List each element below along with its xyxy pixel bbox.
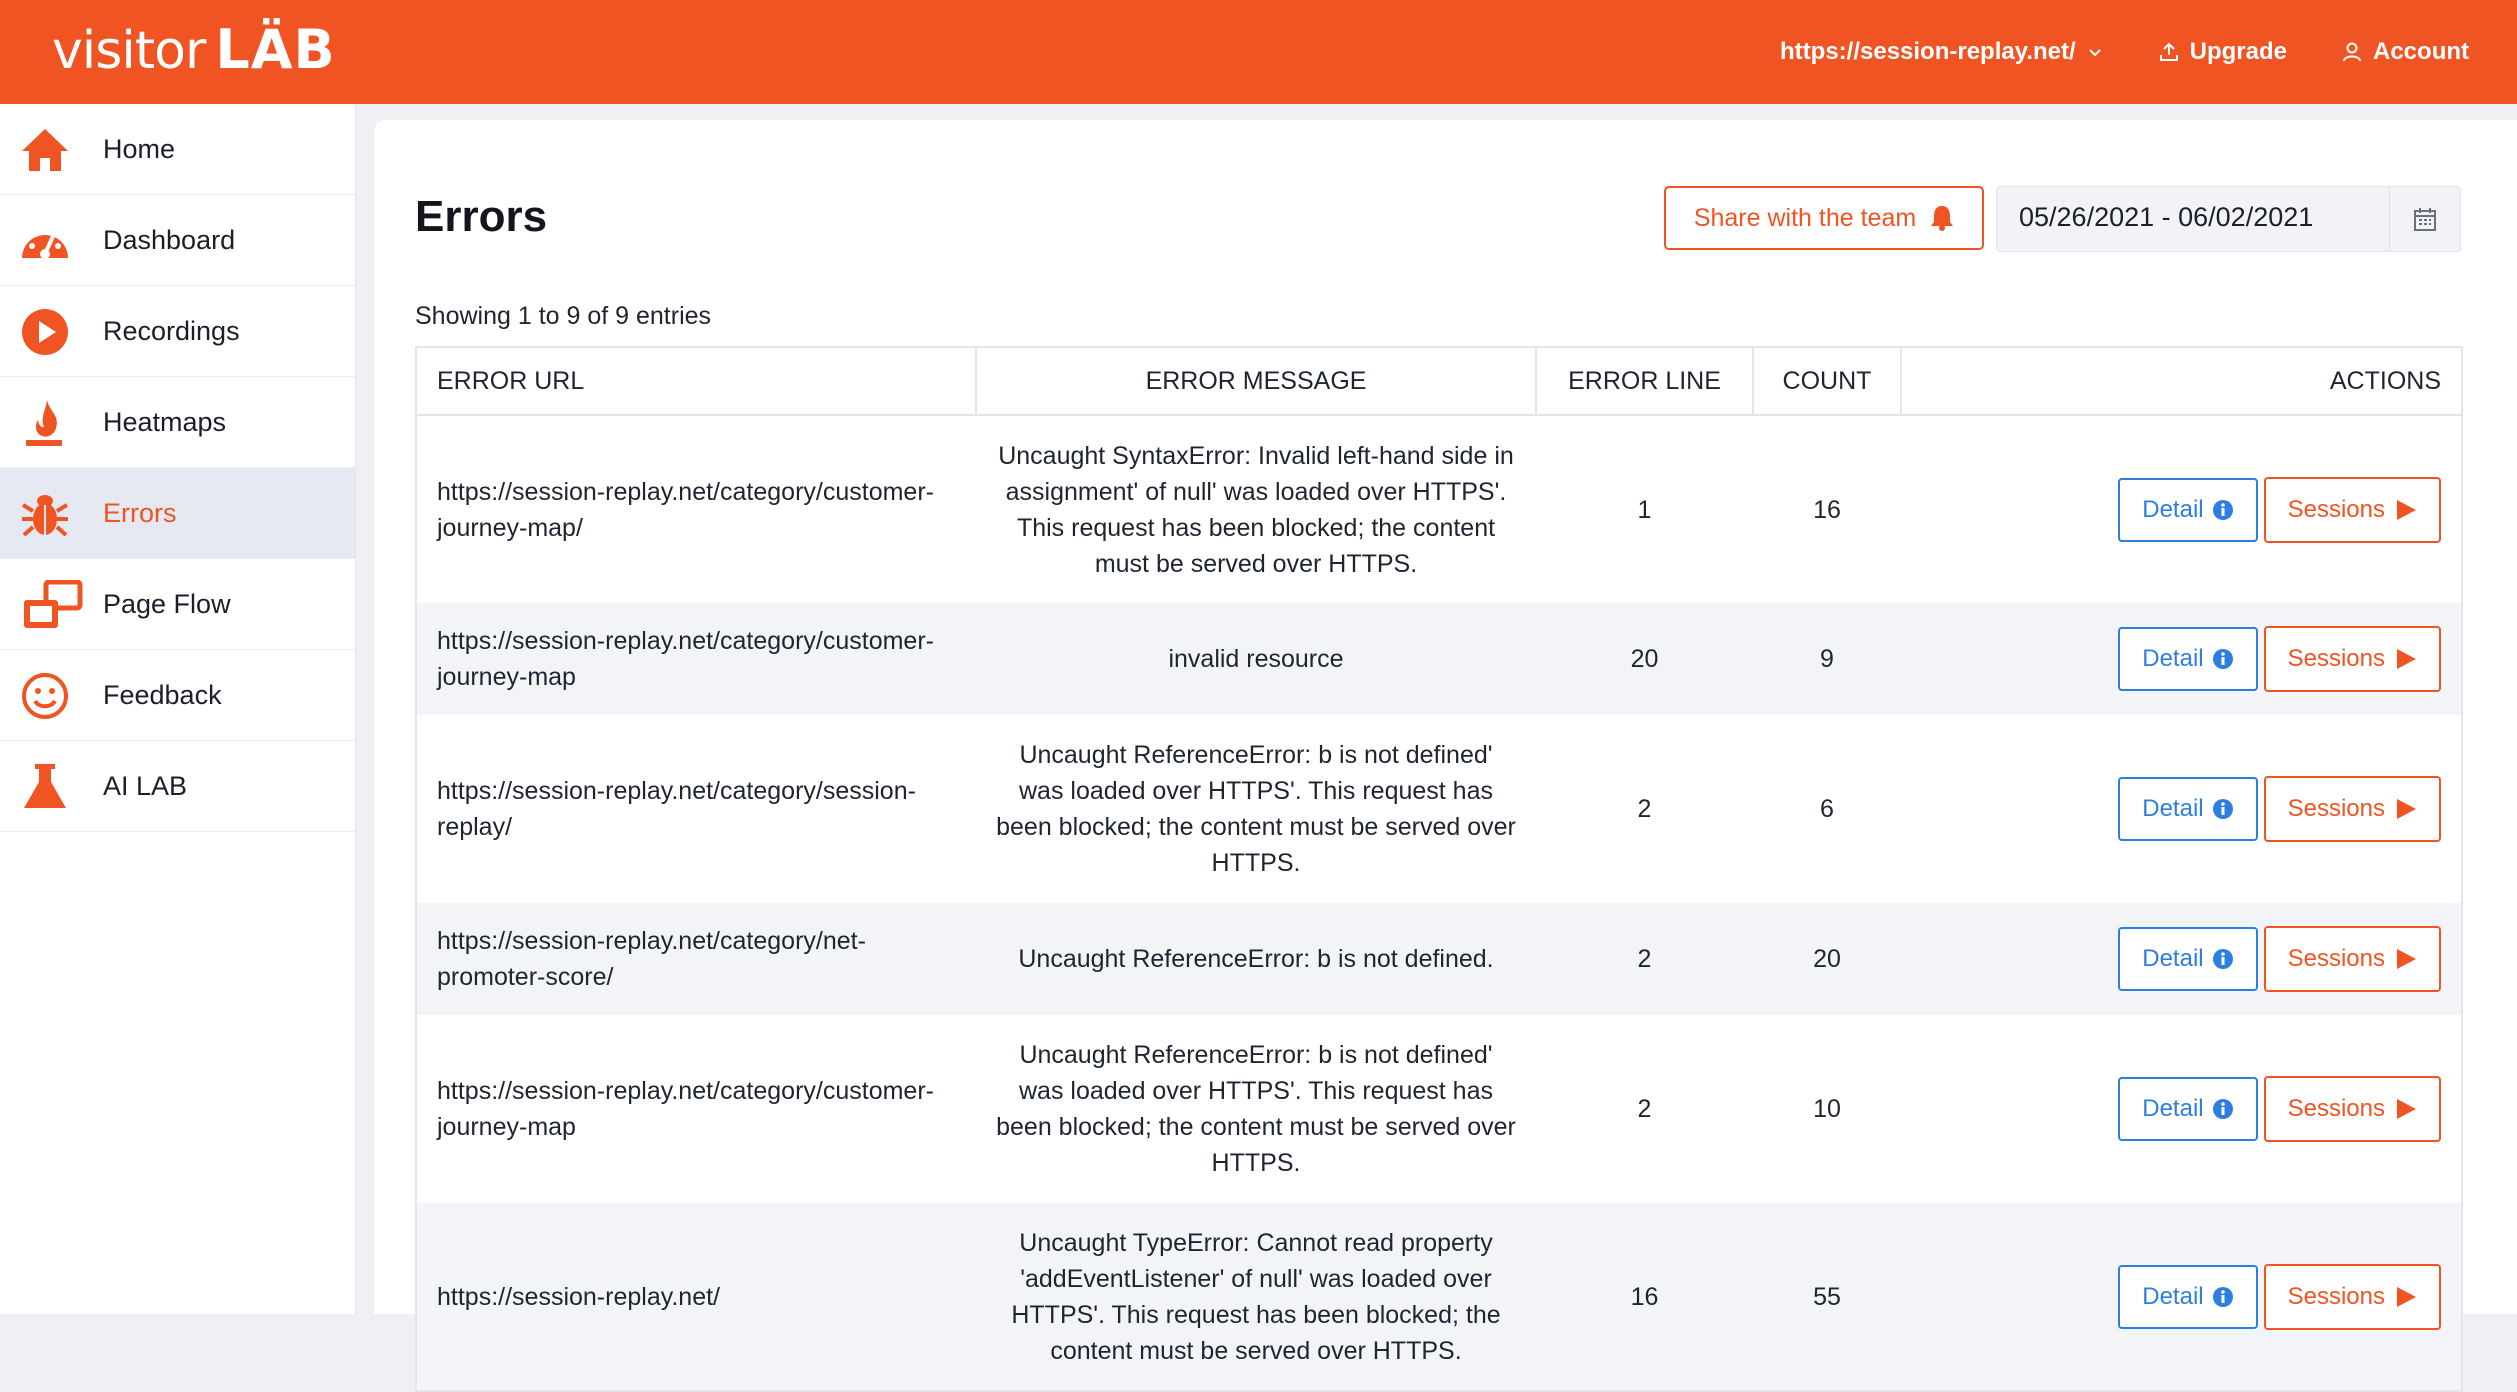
detail-label: Detail [2142, 945, 2204, 972]
date-range-value: 05/26/2021 - 06/02/2021 [2019, 202, 2314, 232]
table-header-row [416, 347, 2462, 415]
info-circle-icon [2212, 1098, 2234, 1120]
error-line-cell: 2 [1637, 795, 1652, 823]
play-icon [2395, 647, 2417, 671]
user-icon [2341, 41, 2363, 63]
column-header-count[interactable]: COUNT [1753, 347, 1901, 415]
info-circle-icon [2212, 1286, 2234, 1308]
date-range-picker[interactable] [1996, 186, 2461, 252]
count-cell: 55 [1753, 1203, 1901, 1391]
chevron-down-icon [2086, 43, 2104, 61]
sidebar-item-label: Dashboard [103, 224, 236, 255]
table-row [416, 1015, 2462, 1203]
sidebar-item-ai-lab[interactable] [0, 741, 355, 832]
info-circle-icon [2212, 948, 2234, 970]
calendar-icon [2413, 206, 2437, 232]
play-icon [2395, 797, 2417, 821]
sessions-button[interactable] [2264, 626, 2441, 692]
sidebar-item-label: Errors [103, 497, 177, 528]
detail-label: Detail [2142, 645, 2204, 672]
sessions-label: Sessions [2287, 945, 2385, 972]
detail-button[interactable] [2118, 927, 2257, 991]
sessions-button[interactable] [2264, 926, 2441, 992]
site-selector-dropdown[interactable] [1780, 38, 2104, 66]
account-label: Account [2373, 38, 2469, 65]
sessions-label: Sessions [2287, 495, 2385, 523]
sessions-button[interactable] [2264, 1264, 2441, 1330]
detail-label: Detail [2142, 1282, 2204, 1310]
count-cell: 6 [1820, 795, 1834, 823]
detail-label: Detail [2142, 795, 2204, 822]
count-cell: 10 [1813, 1095, 1841, 1123]
error-url-cell: https://session-replay.net/category/customer-journey-map/ [437, 477, 934, 542]
dashboard-gauge-icon [20, 216, 70, 266]
sidebar-item-dashboard[interactable] [0, 195, 355, 286]
home-icon [20, 125, 70, 175]
sessions-button[interactable] [2264, 776, 2441, 842]
error-url-cell: https://session-replay.net/ [416, 1203, 976, 1391]
error-message-cell: Uncaught ReferenceError: b is not defined' was loaded over HTTPS'. This request has been blocked; the content must be served over HTTPS. [996, 1041, 1516, 1177]
smiley-icon [20, 671, 70, 721]
sidebar-item-label: Heatmaps [103, 406, 227, 437]
play-icon [2395, 947, 2417, 971]
sessions-label: Sessions [2287, 795, 2385, 822]
play-circle-icon [20, 307, 70, 357]
sidebar [0, 104, 356, 1314]
entries-count: Showing 1 to 9 of 9 entries [415, 302, 712, 330]
sessions-label: Sessions [2287, 1095, 2385, 1122]
play-icon [2395, 498, 2417, 522]
bug-icon [20, 489, 70, 539]
table-row [416, 603, 2462, 715]
sidebar-item-label: Home [103, 133, 176, 164]
error-line-cell: 2 [1637, 1095, 1652, 1123]
error-message-cell: Uncaught SyntaxError: Invalid left-hand side in assignment' of null' was loaded over HTTPS'. This request has been blocked; the content must be served over HTTPS. [998, 441, 1514, 578]
column-header-actions: ACTIONS [1901, 347, 2462, 415]
sidebar-item-feedback[interactable] [0, 650, 355, 741]
table-row [416, 715, 2462, 903]
flame-icon [20, 398, 70, 448]
logo-text-visitor: visitor [52, 21, 206, 81]
error-line-cell: 1 [1637, 495, 1652, 524]
sidebar-item-label: Page Flow [103, 588, 231, 619]
sessions-label: Sessions [2287, 1282, 2385, 1310]
flask-icon [20, 762, 70, 812]
info-circle-icon [2212, 648, 2234, 670]
upgrade-label: Upgrade [2189, 38, 2287, 65]
sessions-button[interactable] [2264, 477, 2441, 543]
bell-icon [1930, 205, 1954, 231]
column-header-error-line[interactable]: ERROR LINE [1536, 347, 1753, 415]
actions-cell [1901, 715, 2462, 903]
detail-button[interactable] [2118, 627, 2257, 691]
error-line-cell: 2 [1536, 903, 1753, 1015]
upload-icon [2158, 41, 2180, 63]
share-with-team-button[interactable] [1664, 186, 1984, 250]
page-flow-icon [20, 580, 84, 630]
sidebar-item-page-flow[interactable] [0, 559, 355, 650]
detail-button[interactable] [2118, 478, 2257, 542]
error-line-cell: 20 [1536, 603, 1753, 715]
sessions-label: Sessions [2287, 645, 2385, 672]
detail-button[interactable] [2118, 1265, 2257, 1329]
table-row [416, 415, 2462, 603]
error-message-cell: Uncaught TypeError: Cannot read property 'addEventListener' of null' was loaded over HTTPS'. This request has been blocked; the content must be served over HTTPS. [976, 1203, 1536, 1391]
share-label: Share with the team [1693, 203, 1917, 232]
sidebar-item-errors[interactable] [0, 468, 355, 559]
errors-table [415, 346, 2463, 1392]
actions-cell [1901, 415, 2462, 603]
detail-button[interactable] [2118, 777, 2257, 841]
logo-text-lab: LÄB [215, 18, 336, 81]
sessions-button[interactable] [2264, 1076, 2441, 1142]
actions-cell [1901, 603, 2462, 715]
calendar-button[interactable] [2389, 187, 2460, 251]
upgrade-button[interactable] [2158, 38, 2287, 66]
error-url-cell: https://session-replay.net/category/net-promoter-score/ [416, 903, 976, 1015]
error-message-cell: Uncaught ReferenceError: b is not defined' was loaded over HTTPS'. This request has been blocked; the content must be served over HTTPS. [996, 741, 1516, 877]
account-button[interactable] [2341, 38, 2469, 66]
site-selector-label: https://session-replay.net/ [1780, 38, 2076, 65]
error-url-cell: https://session-replay.net/category/session-replay/ [437, 777, 916, 841]
detail-label: Detail [2142, 495, 2204, 523]
error-url-cell: https://session-replay.net/category/customer-journey-map [437, 1077, 934, 1141]
sidebar-item-home[interactable] [0, 104, 355, 195]
page-title: Errors [415, 192, 548, 241]
actions-cell [1901, 1203, 2462, 1391]
count-cell: 16 [1813, 495, 1841, 524]
table-row [416, 903, 2462, 1015]
info-circle-icon [2212, 499, 2234, 521]
detail-button[interactable] [2118, 1077, 2257, 1141]
actions-cell [1901, 1015, 2462, 1203]
column-header-error-message[interactable]: ERROR MESSAGE [976, 347, 1536, 415]
count-cell: 20 [1753, 903, 1901, 1015]
top-bar [0, 0, 2517, 104]
detail-label: Detail [2142, 1095, 2204, 1122]
actions-cell [1901, 903, 2462, 1015]
info-circle-icon [2212, 798, 2234, 820]
sidebar-item-label: AI LAB [103, 770, 188, 801]
play-icon [2395, 1097, 2417, 1121]
play-icon [2395, 1285, 2417, 1309]
error-message-cell: invalid resource [976, 603, 1536, 715]
count-cell: 9 [1753, 603, 1901, 715]
error-url-cell: https://session-replay.net/category/customer-journey-map [416, 603, 976, 715]
errors-card [374, 120, 2517, 1365]
table-row [416, 1203, 2462, 1391]
visitorlab-logo[interactable] [52, 18, 336, 84]
sidebar-item-label: Feedback [103, 679, 222, 710]
sidebar-item-heatmaps[interactable] [0, 377, 355, 468]
header-actions [1780, 0, 2469, 104]
column-header-error-url[interactable]: ERROR URL [416, 347, 976, 415]
error-line-cell: 16 [1536, 1203, 1753, 1391]
sidebar-item-recordings[interactable] [0, 286, 355, 377]
error-message-cell: Uncaught ReferenceError: b is not defined. [976, 903, 1536, 1015]
sidebar-item-label: Recordings [103, 315, 240, 346]
